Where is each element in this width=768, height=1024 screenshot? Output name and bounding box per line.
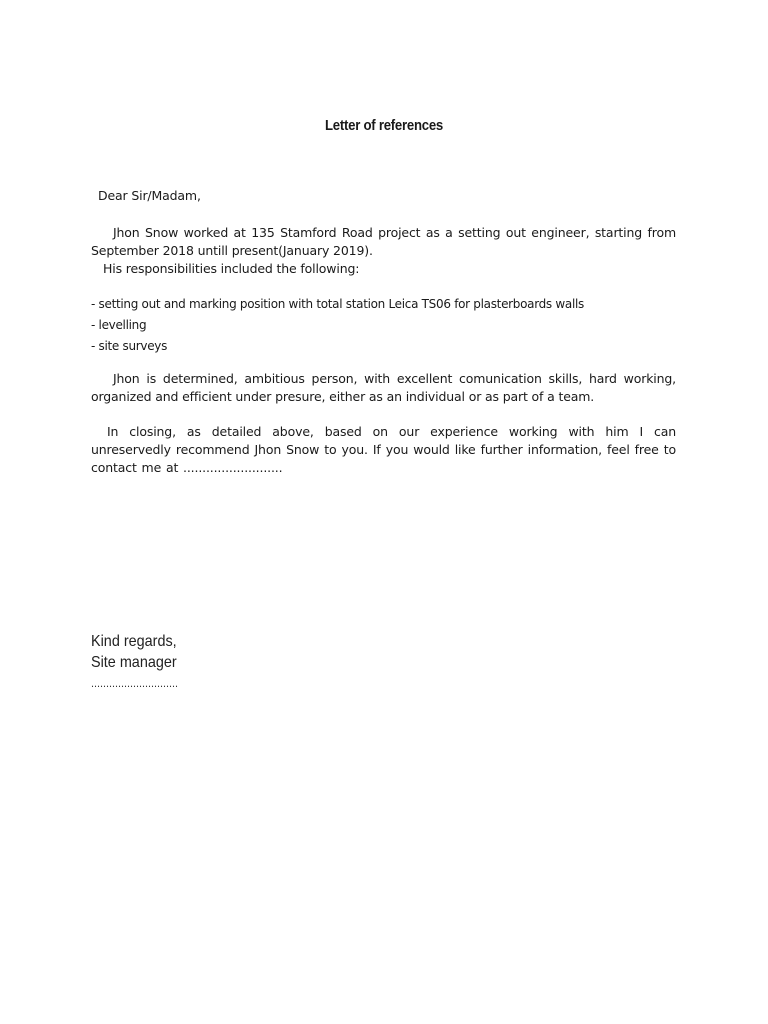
- paragraph-closing-text: In closing, as detailed above, based on our experience working with him I can unreservedly recommend Jhon Snow to you. If you would like further information, feel free to contact me at ..........................: [91, 424, 676, 475]
- letter-title: Letter of references: [325, 117, 443, 134]
- salutation: Dear Sir/Madam,: [98, 188, 201, 203]
- paragraph-qualities-text: Jhon is determined, ambitious person, with excellent comunication skills, hard working, organized and efficient under presure, either as an individual or as part of a team.: [91, 371, 676, 404]
- kind-regards: Kind regards,: [91, 633, 177, 650]
- responsibilities-intro: His responsibilities included the following:: [103, 261, 360, 276]
- signature-block: [91, 631, 178, 694]
- paragraph-qualities: [91, 370, 676, 406]
- list-item: - levelling: [91, 318, 147, 332]
- paragraph-employment-text: Jhon Snow worked at 135 Stamford Road project as a setting out engineer, starting from September 2018 untill present(January 2019).: [91, 225, 676, 258]
- responsibilities-list: [91, 295, 584, 358]
- paragraph-closing: [91, 423, 676, 477]
- signature-line: .............................: [91, 676, 179, 690]
- signer-role: Site manager: [91, 654, 177, 671]
- list-item: - setting out and marking position with total station Leica TS06 for plasterboards walls: [91, 297, 584, 311]
- list-item: - site surveys: [91, 339, 168, 353]
- paragraph-employment: [91, 224, 676, 260]
